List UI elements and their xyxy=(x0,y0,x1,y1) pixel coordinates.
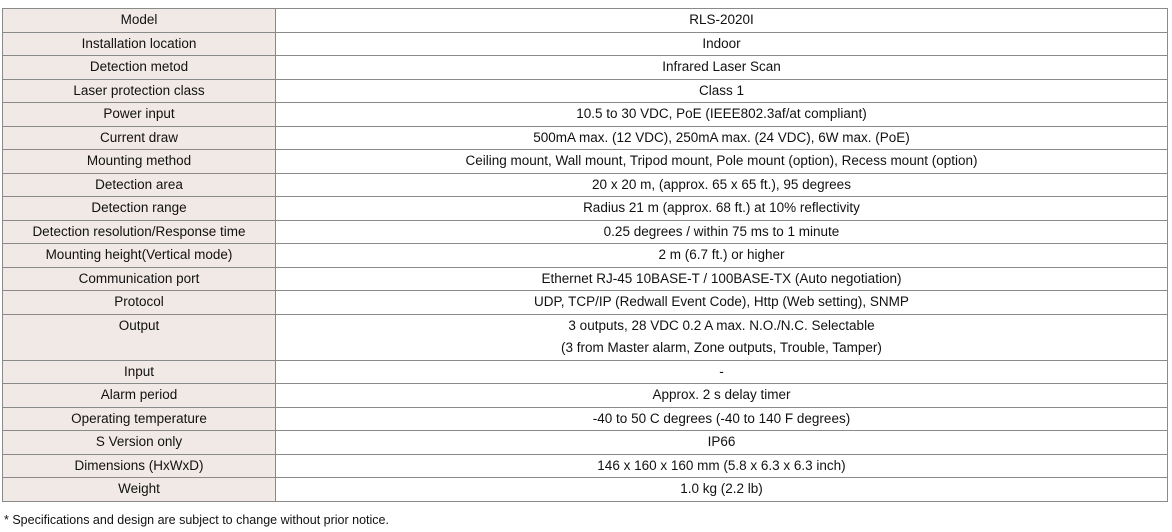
spec-value: RLS-2020I xyxy=(276,9,1168,33)
spec-label: Detection metod xyxy=(3,56,276,80)
spec-label: Current draw xyxy=(3,126,276,150)
spec-label: Output xyxy=(3,314,276,360)
spec-label: Weight xyxy=(3,478,276,502)
spec-label: Installation location xyxy=(3,32,276,56)
table-row xyxy=(3,291,1168,315)
spec-value: UDP, TCP/IP (Redwall Event Code), Http (Web setting), SNMP xyxy=(276,291,1168,315)
spec-label: Alarm period xyxy=(3,384,276,408)
table-row xyxy=(3,431,1168,455)
spec-label: Communication port xyxy=(3,267,276,291)
spec-label: Protocol xyxy=(3,291,276,315)
spec-label: Mounting height(Vertical mode) xyxy=(3,244,276,268)
spec-value-multiline xyxy=(276,314,1168,360)
table-row xyxy=(3,267,1168,291)
spec-value: Ethernet RJ-45 10BASE-T / 100BASE-TX (Auto negotiation) xyxy=(276,267,1168,291)
spec-value: 500mA max. (12 VDC), 250mA max. (24 VDC), 6W max. (PoE) xyxy=(276,126,1168,150)
spec-value: Ceiling mount, Wall mount, Tripod mount, Pole mount (option), Recess mount (option) xyxy=(276,150,1168,174)
spec-value: Indoor xyxy=(276,32,1168,56)
spec-label: Mounting method xyxy=(3,150,276,174)
footnote: * Specifications and design are subject to change without prior notice. xyxy=(4,513,389,527)
spec-value: Approx. 2 s delay timer xyxy=(276,384,1168,408)
spec-label: Detection range xyxy=(3,197,276,221)
spec-table xyxy=(2,8,1168,502)
spec-label: Power input xyxy=(3,103,276,127)
spec-value: -40 to 50 C degrees (-40 to 140 F degrees) xyxy=(276,407,1168,431)
table-row xyxy=(3,173,1168,197)
spec-value: 10.5 to 30 VDC, PoE (IEEE802.3af/at compliant) xyxy=(276,103,1168,127)
spec-label: S Version only xyxy=(3,431,276,455)
spec-value-line-1: 3 outputs, 28 VDC 0.2 A max. N.O./N.C. Selectable xyxy=(568,317,875,333)
table-row xyxy=(3,454,1168,478)
spec-value: 146 x 160 x 160 mm (5.8 x 6.3 x 6.3 inch) xyxy=(276,454,1168,478)
spec-table-container xyxy=(2,8,1168,502)
table-row xyxy=(3,150,1168,174)
table-row xyxy=(3,360,1168,384)
spec-value: 0.25 degrees / within 75 ms to 1 minute xyxy=(276,220,1168,244)
spec-label: Input xyxy=(3,360,276,384)
table-row xyxy=(3,220,1168,244)
table-row xyxy=(3,103,1168,127)
spec-value: IP66 xyxy=(276,431,1168,455)
table-row xyxy=(3,314,1168,360)
spec-label: Model xyxy=(3,9,276,33)
spec-value: Class 1 xyxy=(276,79,1168,103)
spec-value-line-2: (3 from Master alarm, Zone outputs, Trouble, Tamper) xyxy=(561,340,882,355)
table-row xyxy=(3,407,1168,431)
table-row xyxy=(3,197,1168,221)
table-row xyxy=(3,56,1168,80)
spec-label: Laser protection class xyxy=(3,79,276,103)
table-row xyxy=(3,478,1168,502)
table-row xyxy=(3,244,1168,268)
spec-value: - xyxy=(276,360,1168,384)
spec-label: Operating temperature xyxy=(3,407,276,431)
spec-value: 20 x 20 m, (approx. 65 x 65 ft.), 95 degrees xyxy=(276,173,1168,197)
table-row xyxy=(3,9,1168,33)
table-row xyxy=(3,79,1168,103)
spec-value: 2 m (6.7 ft.) or higher xyxy=(276,244,1168,268)
spec-value: 1.0 kg (2.2 lb) xyxy=(276,478,1168,502)
spec-label: Detection resolution/Response time xyxy=(3,220,276,244)
spec-value: Radius 21 m (approx. 68 ft.) at 10% reflectivity xyxy=(276,197,1168,221)
spec-value: Infrared Laser Scan xyxy=(276,56,1168,80)
spec-label: Dimensions (HxWxD) xyxy=(3,454,276,478)
spec-label: Detection area xyxy=(3,173,276,197)
table-row xyxy=(3,126,1168,150)
table-row xyxy=(3,384,1168,408)
table-row xyxy=(3,32,1168,56)
